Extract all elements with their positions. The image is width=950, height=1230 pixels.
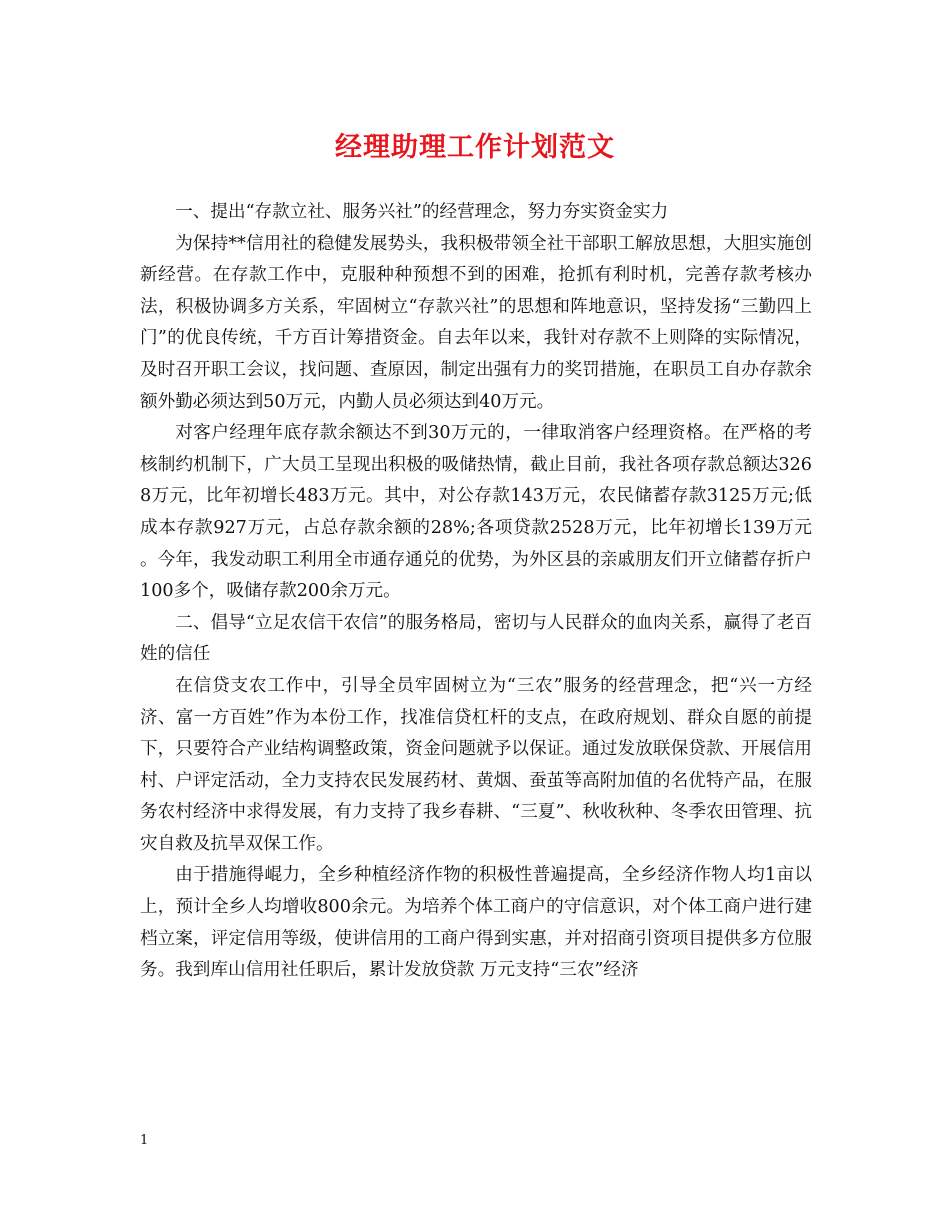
section-heading-2: 二、倡导“立足农信干农信”的服务格局，密切与人民群众的血肉关系，赢得了老百姓的信任 (140, 612, 812, 665)
body-paragraph: 在信贷支农工作中，引导全员牢固树立为“三农”服务的经营理念，把“兴一方经济、富一方百姓”作为本份工作，找准信贷杠杆的支点，在政府规划、群众自愿的前提下，只要符合产业结构调整政策，资金问题就予以保证。通过发放联保贷款、开展信用村、户评定活动，全力支持农民发展药材、黄烟、蚕茧等高附加值的名优特产品，在服务农村经济中求得发展，有力支持了我乡春耕、“三夏”、秋收秋种、冬季农田管理、抗灾自救及抗旱双保工作。 (140, 675, 812, 854)
body-paragraph: 由于措施得崐力，全乡种植经济作物的积极性普遍提高，全乡经济作物人均1亩以上，预计全乡人均增收800余元。为培养个体工商户的守信意识，对个体工商户进行建档立案，评定信用等级，使讲信用的工商户得到实惠，并对招商引资项目提供多方位服务。我到库山信用社任职后，累计发放贷款 万元支持“三农”经济 (140, 865, 812, 981)
page-number: 1 (140, 1133, 149, 1148)
section-heading-1: 一、提出“存款立社、服务兴社”的经营理念，努力夯实资金实力 (175, 202, 669, 222)
document-title: 经理助理工作计划范文 (335, 132, 615, 163)
body-paragraph: 为保持**信用社的稳健发展势头，我积极带领全社干部职工解放思想，大胆实施创新经营。在存款工作中，克服种种预想不到的困难，抢抓有利时机，完善存款考核办法，积极协调多方关系，牢固树立“存款兴社”的思想和阵地意识，坚持发扬“三勤四上门”的优良传统，千方百计筹措资金。自去年以来，我针对存款不上则降的实际情况，及时召开职工会议，找问题、查原因，制定出强有力的奖罚措施，在职员工自办存款余额外勤必须达到50万元，内勤人员必须达到40万元。 (140, 233, 812, 412)
body-paragraph: 对客户经理年底存款余额达不到30万元的，一律取消客户经理资格。在严格的考核制约机制下，广大员工呈现出积极的吸储热情，截止目前，我社各项存款总额达3268万元，比年初增长483万元。其中，对公存款143万元，农民储蓄存款3125万元;低成本存款927万元，占总存款余额的28%;各项贷款2528万元，比年初增长139万元 。今年，我发动职工利用全市通存通兑的优势，为外区县的亲戚朋友们开立储蓄存折户100多个，吸储存款200余万元。 (140, 423, 812, 602)
document-body (140, 197, 812, 987)
